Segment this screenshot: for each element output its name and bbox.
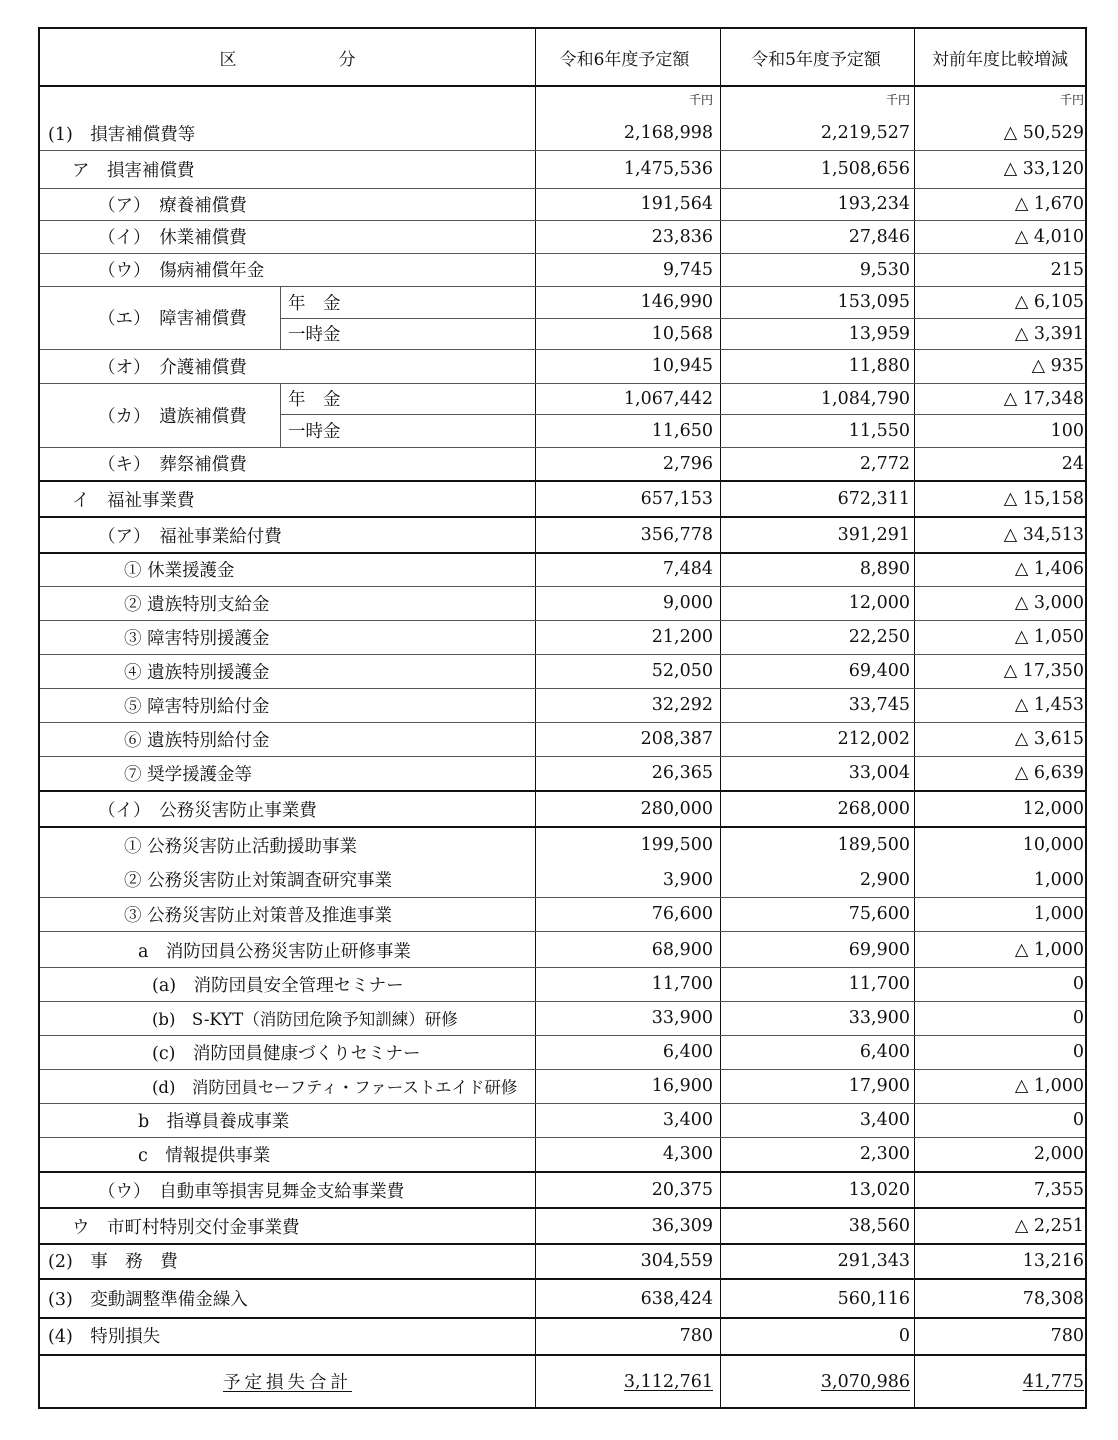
table-header bbox=[40, 29, 1085, 85]
table-row bbox=[40, 1137, 1085, 1171]
value-change: 0 bbox=[1072, 1110, 1084, 1130]
table-row bbox=[40, 933, 1085, 967]
value-change: △ 4,010 bbox=[1014, 226, 1084, 247]
row-label: イ 福祉事業費 bbox=[72, 490, 195, 511]
value-fy2023: 268,000 bbox=[837, 799, 910, 819]
row-label: (d) 消防団員セーフティ・ファーストエイド研修 bbox=[152, 1078, 518, 1097]
table-row bbox=[40, 188, 1085, 220]
table-row bbox=[40, 447, 1085, 480]
value-fy2023: 2,300 bbox=[859, 1144, 910, 1164]
row-label: （ウ） 自動車等損害見舞金支給事業費 bbox=[98, 1181, 405, 1202]
value-fy2024: 36,309 bbox=[651, 1216, 713, 1236]
value-fy2023: 1,508,656 bbox=[820, 159, 910, 179]
value-change: △ 1,406 bbox=[1014, 559, 1084, 579]
table-row bbox=[40, 220, 1085, 253]
value-fy2023: 672,311 bbox=[837, 489, 910, 509]
table-row bbox=[40, 552, 1085, 586]
value-fy2023: 6,400 bbox=[859, 1042, 910, 1062]
value-fy2024: 638,424 bbox=[640, 1288, 713, 1309]
value-change: △ 6,105 bbox=[1014, 292, 1084, 312]
value-fy2024: 280,000 bbox=[640, 799, 713, 819]
value-change: 0 bbox=[1072, 1008, 1084, 1028]
merged-row-label: （エ） 障害補償費 bbox=[98, 309, 247, 329]
row-label: (1) 損害補償費等 bbox=[48, 124, 196, 145]
value-fy2024: 68,900 bbox=[651, 940, 713, 960]
total-fy2023: 3,070,986 bbox=[820, 1371, 910, 1392]
unit-label: 千円 bbox=[1059, 92, 1084, 107]
value-fy2024: 7,484 bbox=[662, 559, 713, 579]
table-row bbox=[40, 722, 1085, 756]
value-fy2023: 193,234 bbox=[837, 194, 910, 214]
value-change: 2,000 bbox=[1033, 1144, 1084, 1164]
row-label: ウ 市町村特別交付金事業費 bbox=[72, 1217, 300, 1238]
total-row bbox=[40, 1354, 1085, 1409]
value-change: △ 34,513 bbox=[1003, 525, 1084, 545]
row-label: a 消防団員公務災害防止研修事業 bbox=[138, 941, 411, 962]
row-label: ③ 公務災害防止対策普及推進事業 bbox=[124, 905, 393, 926]
value-change: △ 1,050 bbox=[1014, 627, 1084, 647]
table-row bbox=[40, 828, 1085, 862]
value-fy2023: 38,560 bbox=[848, 1216, 910, 1236]
value-fy2023: 153,095 bbox=[837, 292, 910, 312]
table-row bbox=[40, 1173, 1085, 1207]
row-label: ① 休業援護金 bbox=[124, 560, 235, 581]
row-label: （イ） 休業補償費 bbox=[98, 228, 247, 248]
header-col-change: 対前年度比較増減 bbox=[932, 49, 1068, 70]
value-fy2023: 391,291 bbox=[837, 525, 910, 545]
header-category: 区 分 bbox=[219, 49, 356, 70]
value-fy2024: 191,564 bbox=[640, 194, 713, 214]
value-change: △ 3,391 bbox=[1014, 323, 1084, 344]
value-fy2023: 11,700 bbox=[848, 974, 910, 994]
value-fy2024: 1,067,442 bbox=[623, 388, 713, 409]
value-change: △ 15,158 bbox=[1003, 489, 1084, 509]
value-fy2023: 9,530 bbox=[859, 259, 910, 280]
table-row bbox=[40, 152, 1085, 186]
row-label: ⑥ 遺族特別給付金 bbox=[124, 730, 270, 751]
table-row bbox=[40, 1243, 1085, 1278]
row-label: （ア） 療養補償費 bbox=[98, 195, 247, 216]
row-divider bbox=[40, 931, 1085, 932]
value-fy2024: 199,500 bbox=[640, 835, 713, 855]
value-fy2023: 2,772 bbox=[859, 453, 910, 474]
value-fy2024: 33,900 bbox=[651, 1008, 713, 1028]
value-fy2024: 9,745 bbox=[662, 259, 713, 280]
value-fy2024: 16,900 bbox=[651, 1076, 713, 1096]
value-fy2023: 13,959 bbox=[848, 323, 910, 344]
value-change: 1,000 bbox=[1033, 869, 1084, 890]
row-label: （ア） 福祉事業給付費 bbox=[98, 526, 282, 547]
table-row bbox=[40, 1317, 1085, 1354]
value-fy2023: 2,219,527 bbox=[820, 123, 910, 143]
value-change: △ 6,639 bbox=[1014, 763, 1084, 783]
total-fy2024: 3,112,761 bbox=[623, 1371, 713, 1392]
value-fy2023: 22,250 bbox=[848, 627, 910, 647]
row-label: c 情報提供事業 bbox=[138, 1145, 271, 1166]
header-col-fy2023: 令和5年度予定額 bbox=[751, 49, 881, 70]
value-fy2023: 75,600 bbox=[848, 904, 910, 924]
value-fy2024: 780 bbox=[679, 1325, 713, 1346]
value-change: 0 bbox=[1072, 974, 1084, 994]
table-row bbox=[40, 518, 1085, 552]
row-label: ⑦ 奨学援護金等 bbox=[124, 764, 253, 785]
value-change: △ 1,670 bbox=[1014, 194, 1084, 214]
value-change: 10,000 bbox=[1022, 835, 1084, 855]
table-row bbox=[40, 688, 1085, 722]
value-change: △ 33,120 bbox=[1003, 159, 1084, 179]
value-fy2023: 11,880 bbox=[848, 356, 910, 376]
row-label: (4) 特別損失 bbox=[48, 1327, 161, 1347]
value-change: △ 2,251 bbox=[1014, 1216, 1084, 1236]
value-fy2023: 189,500 bbox=[837, 835, 910, 855]
row-label: （オ） 介護補償費 bbox=[98, 357, 247, 378]
value-change: 7,355 bbox=[1033, 1180, 1084, 1200]
value-fy2024: 3,900 bbox=[662, 869, 713, 890]
value-fy2024: 10,945 bbox=[651, 356, 713, 376]
value-fy2023: 8,890 bbox=[859, 559, 910, 579]
row-label: ① 公務災害防止活動援助事業 bbox=[124, 836, 358, 857]
value-change: △ 1,453 bbox=[1014, 695, 1084, 715]
value-change: △ 17,350 bbox=[1003, 661, 1084, 681]
row-label: ア 損害補償費 bbox=[72, 160, 195, 181]
table-row bbox=[40, 756, 1085, 790]
value-fy2024: 1,475,536 bbox=[623, 159, 713, 179]
value-change: 1,000 bbox=[1033, 904, 1084, 924]
row-label: ② 公務災害防止対策調査研究事業 bbox=[124, 871, 393, 891]
value-fy2023: 69,400 bbox=[848, 661, 910, 681]
value-fy2024: 6,400 bbox=[662, 1042, 713, 1062]
budget-table bbox=[38, 27, 1087, 1409]
row-label: ④ 遺族特別援護金 bbox=[124, 662, 270, 683]
value-fy2024: 76,600 bbox=[651, 904, 713, 924]
value-fy2024: 2,796 bbox=[662, 453, 713, 474]
value-fy2023: 33,745 bbox=[848, 695, 910, 715]
value-fy2023: 291,343 bbox=[837, 1250, 910, 1271]
value-fy2023: 13,020 bbox=[848, 1180, 910, 1200]
value-fy2023: 33,004 bbox=[848, 763, 910, 783]
value-change: 0 bbox=[1072, 1042, 1084, 1062]
value-fy2024: 23,836 bbox=[651, 226, 713, 247]
value-fy2024: 52,050 bbox=[651, 661, 713, 681]
value-fy2024: 2,168,998 bbox=[623, 123, 713, 143]
row-label: (b) S-KYT（消防団危険予知訓練）研修 bbox=[152, 1010, 458, 1029]
value-fy2023: 0 bbox=[898, 1325, 910, 1346]
value-change: △ 3,615 bbox=[1014, 729, 1084, 749]
header-col-fy2024: 令和6年度予定額 bbox=[559, 49, 690, 70]
value-change: 13,216 bbox=[1022, 1250, 1084, 1271]
value-change: △ 17,348 bbox=[1003, 388, 1084, 409]
table-row bbox=[40, 897, 1085, 931]
unit-row bbox=[40, 88, 1085, 110]
value-fy2024: 304,559 bbox=[640, 1250, 713, 1271]
value-fy2024: 208,387 bbox=[640, 729, 713, 749]
value-change: △ 935 bbox=[1031, 356, 1084, 376]
value-change: △ 1,000 bbox=[1014, 1076, 1084, 1096]
value-fy2024: 32,292 bbox=[651, 695, 713, 715]
value-change: 215 bbox=[1050, 259, 1084, 280]
table-row bbox=[40, 1209, 1085, 1243]
table-row bbox=[40, 1280, 1085, 1317]
value-fy2024: 657,153 bbox=[640, 489, 713, 509]
row-label: ⑤ 障害特別給付金 bbox=[124, 696, 270, 717]
unit-label: 千円 bbox=[885, 92, 910, 107]
row-label: （ウ） 傷病補償年金 bbox=[98, 261, 265, 281]
value-fy2024: 21,200 bbox=[651, 627, 713, 647]
table-row bbox=[40, 1001, 1085, 1035]
value-change: △ 1,000 bbox=[1014, 940, 1084, 960]
row-label: (3) 変動調整準備金繰入 bbox=[48, 1290, 248, 1310]
table-row bbox=[40, 792, 1085, 826]
value-fy2023: 1,084,790 bbox=[820, 388, 910, 409]
row-label: （キ） 葬祭補償費 bbox=[98, 455, 247, 475]
merged-row-label: （カ） 遺族補償費 bbox=[98, 406, 247, 427]
table-row bbox=[40, 253, 1085, 286]
value-fy2023: 11,550 bbox=[848, 420, 910, 441]
row-sub-label: 年 金 bbox=[288, 293, 341, 314]
row-label: b 指導員養成事業 bbox=[138, 1111, 290, 1132]
value-fy2023: 560,116 bbox=[837, 1288, 910, 1309]
value-fy2024: 9,000 bbox=[662, 593, 713, 613]
table-row bbox=[40, 654, 1085, 688]
value-fy2024: 11,700 bbox=[651, 974, 713, 994]
value-change: 24 bbox=[1061, 453, 1084, 474]
value-change: △ 50,529 bbox=[1003, 123, 1084, 143]
row-label: ③ 障害特別援護金 bbox=[124, 628, 270, 649]
value-fy2023: 2,900 bbox=[859, 869, 910, 890]
row-sub-label: 一時金 bbox=[288, 325, 341, 345]
table-row bbox=[40, 862, 1085, 897]
value-fy2023: 27,846 bbox=[848, 226, 910, 247]
unit-label: 千円 bbox=[688, 92, 713, 107]
row-sub-label: 一時金 bbox=[288, 422, 341, 442]
value-fy2023: 17,900 bbox=[848, 1076, 910, 1096]
value-fy2023: 212,002 bbox=[837, 729, 910, 749]
row-divider bbox=[40, 85, 1085, 87]
value-fy2023: 3,400 bbox=[859, 1110, 910, 1130]
value-change: 100 bbox=[1050, 420, 1084, 441]
table-row bbox=[40, 1069, 1085, 1103]
value-change: 78,308 bbox=[1022, 1288, 1084, 1309]
row-sub-label: 年 金 bbox=[288, 390, 341, 410]
table-row bbox=[40, 116, 1085, 150]
value-fy2024: 356,778 bbox=[640, 525, 713, 545]
table-row bbox=[40, 349, 1085, 383]
value-fy2023: 33,900 bbox=[848, 1008, 910, 1028]
value-change: 12,000 bbox=[1022, 799, 1084, 819]
row-divider bbox=[40, 150, 1085, 151]
table-row bbox=[40, 1103, 1085, 1137]
total-change: 41,775 bbox=[1022, 1371, 1084, 1392]
row-label: ② 遺族特別支給金 bbox=[124, 594, 270, 615]
table-row bbox=[40, 620, 1085, 654]
value-fy2023: 69,900 bbox=[848, 940, 910, 960]
table-row bbox=[40, 1035, 1085, 1069]
table-row bbox=[40, 967, 1085, 1001]
row-label: (2) 事 務 費 bbox=[48, 1252, 178, 1272]
value-fy2024: 10,568 bbox=[651, 323, 713, 344]
value-fy2023: 12,000 bbox=[848, 593, 910, 613]
value-fy2024: 4,300 bbox=[662, 1144, 713, 1164]
row-label: (c) 消防団員健康づくりセミナー bbox=[152, 1043, 421, 1064]
value-fy2024: 11,650 bbox=[651, 420, 713, 441]
value-change: 780 bbox=[1050, 1325, 1084, 1346]
value-fy2024: 146,990 bbox=[640, 292, 713, 312]
table-row bbox=[40, 586, 1085, 620]
row-label: (a) 消防団員安全管理セミナー bbox=[152, 975, 404, 996]
value-fy2024: 20,375 bbox=[651, 1180, 713, 1200]
row-label: （イ） 公務災害防止事業費 bbox=[98, 800, 317, 821]
value-change: △ 3,000 bbox=[1014, 593, 1084, 613]
total-label: 予定損失合計 bbox=[223, 1373, 352, 1393]
table-row bbox=[40, 482, 1085, 516]
value-fy2024: 3,400 bbox=[662, 1110, 713, 1130]
value-fy2024: 26,365 bbox=[651, 763, 713, 783]
